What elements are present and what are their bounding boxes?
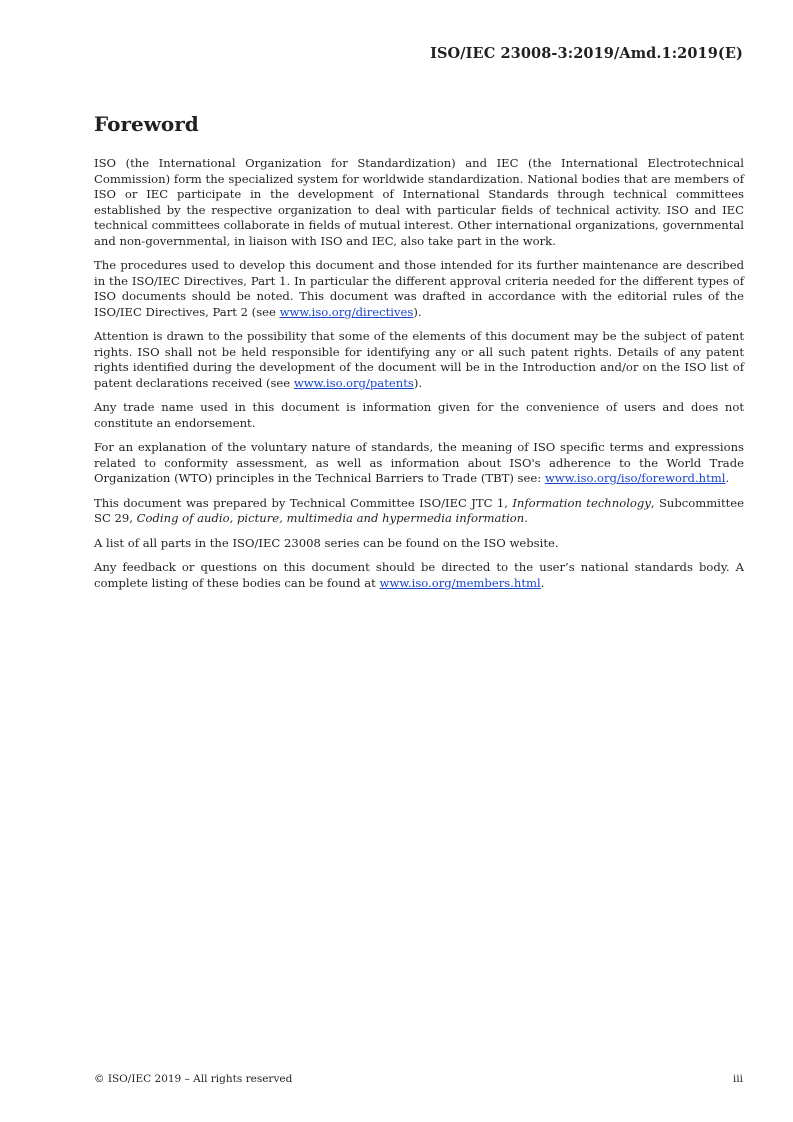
document-id-header: ISO/IEC 23008-3:2019/Amd.1:2019(E)	[430, 45, 743, 62]
directives-link[interactable]: www.iso.org/directives	[279, 304, 414, 319]
committee-title: Information technology	[512, 495, 651, 510]
subcommittee-title: Coding of audio, picture, multimedia and hypermedia information	[136, 511, 525, 525]
paragraph-procedures	[94, 258, 744, 320]
paragraph-feedback	[94, 560, 744, 591]
members-link[interactable]: www.iso.org/members.html	[379, 575, 541, 590]
paragraph-end: ).	[413, 375, 423, 390]
paragraph-patents	[94, 329, 744, 391]
paragraph-voluntary-nature	[94, 440, 744, 487]
foreword-link[interactable]: www.iso.org/iso/foreword.html	[544, 471, 726, 485]
paragraph-trade-name: Any trade name used in this document is information given for the convenience of users and does not constitute an endorsement.	[94, 400, 744, 430]
paragraph-organizations: ISO (the International Organization for Standardization) and IEC (the International Electrotechnical Commission) form the specialized system for worldwide standardization. National bodies that are members of ISO or IEC participate in the development of International Standards through technical committees established by the respective organization to deal with particular fields of technical activity. ISO and IEC technical committees collaborate in fields of mutual interest. Other international organizations, governmental and non-governmental, in liaison with ISO and IEC, also take part in the work.	[94, 156, 744, 248]
paragraph-end: .	[725, 471, 730, 485]
copyright-footer: © ISO/IEC 2019 – All rights reserved	[94, 1073, 293, 1085]
page-title: Foreword	[94, 112, 199, 136]
paragraph-end: .	[540, 575, 545, 590]
foreword-body	[94, 156, 744, 600]
paragraph-text: Any feedback or questions on this document should be directed to the user’s national standards body. A complete listing of these bodies can be found at	[94, 560, 744, 590]
paragraph-parts-list: A list of all parts in the ISO/IEC 23008 series can be found on the ISO website.	[94, 535, 559, 550]
paragraph-end: .	[524, 511, 528, 525]
page-number: iii	[732, 1073, 743, 1085]
paragraph-end: ).	[413, 304, 422, 319]
paragraph-text: , Subcommittee SC 29,	[94, 495, 744, 525]
paragraph-text: For an explanation of the voluntary nature of standards, the meaning of ISO specific terms and expressions related to conformity assessment, as well as information about ISO's adherence to the World Trade Organization (WTO) principles in the Technical Barriers to Trade (TBT) see:	[94, 440, 744, 485]
paragraph-text: Attention is drawn to the possibility that some of the elements of this document may be the subject of patent rights. ISO shall not be held responsible for identifying any or all such patent rights. Details of any patent rights identified during the development of the document will be in the Introduction and/or on the ISO list of patent declarations received (see	[94, 329, 744, 390]
patents-link[interactable]: www.iso.org/patents	[293, 375, 414, 390]
paragraph-prepared-by	[94, 496, 744, 527]
paragraph-text: The procedures used to develop this document and those intended for its further maintenance are described in the ISO/IEC Directives, Part 1. In particular the different approval criteria needed for the different types of ISO documents should be noted. This document was drafted in accordance with the editorial rules of the ISO/IEC Directives, Part 2 (see	[94, 258, 744, 319]
paragraph-text: This document was prepared by Technical Committee ISO/IEC JTC 1,	[94, 495, 513, 510]
